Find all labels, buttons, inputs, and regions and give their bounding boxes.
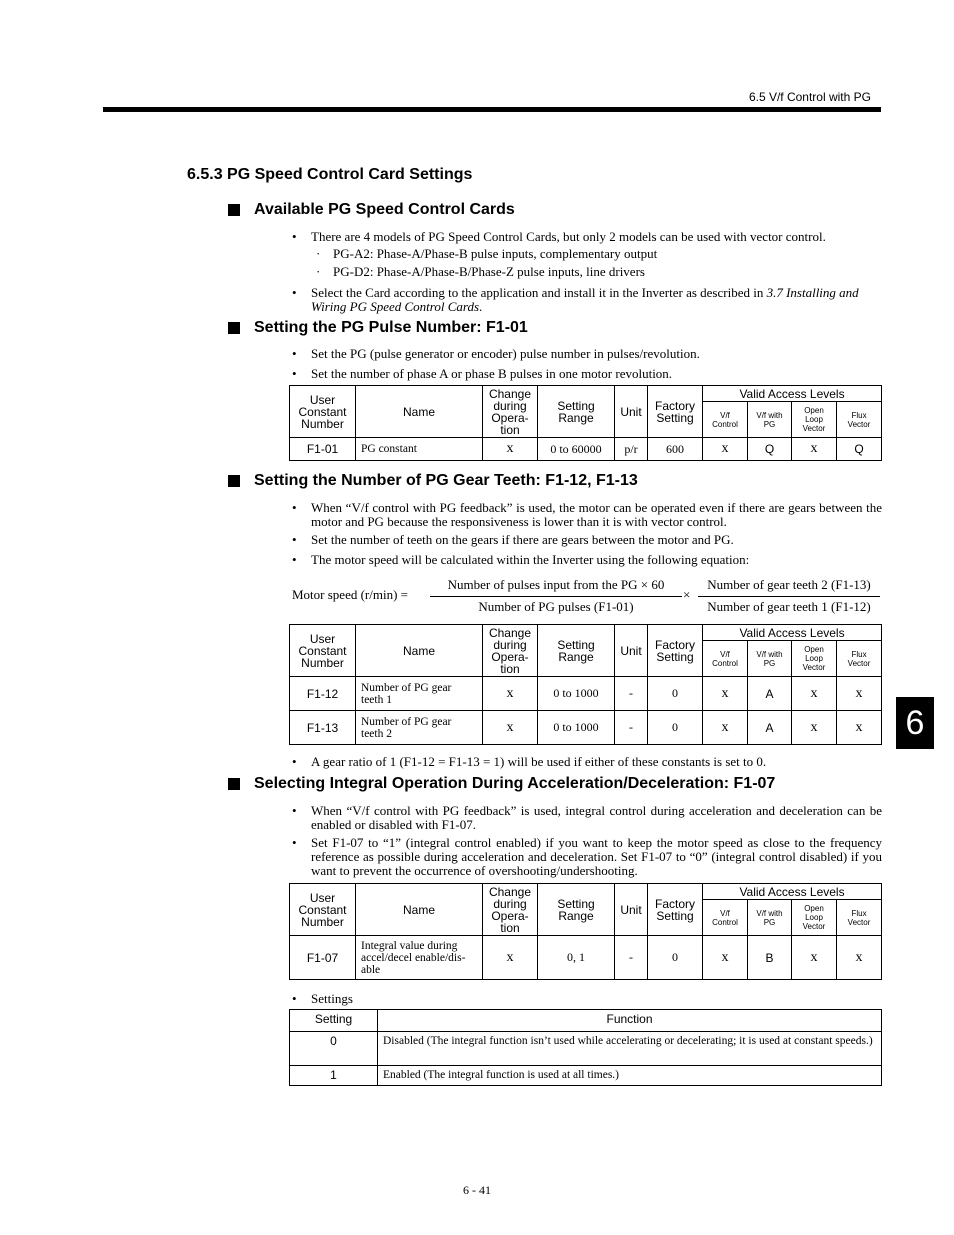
bullet-item (292, 347, 882, 361)
bullet-icon: • (292, 346, 297, 361)
header-flux-vector: Flux Vector (837, 900, 882, 936)
sub-bullet-text: PG-D2: Phase-A/Phase-B/Phase-Z pulse inputs, line drivers (333, 264, 645, 279)
header-change: Change during Opera- tion (483, 386, 538, 438)
header-setting-range: Setting Range (538, 386, 615, 438)
cell-number: F1-01 (290, 438, 356, 461)
bullet-icon: • (292, 500, 297, 515)
cell-factory: 600 (648, 438, 703, 461)
cell-name: Number of PG gear teeth 2 (356, 711, 483, 745)
cell-function: Enabled (The integral function is used at all times.) (378, 1066, 882, 1086)
cell-range: 0 to 60000 (538, 438, 615, 461)
fraction-bar (698, 596, 880, 597)
bullet-icon: • (292, 285, 297, 300)
equation-lhs: Motor speed (r/min) = (292, 587, 409, 602)
header-setting: Setting (290, 1010, 378, 1032)
header-user-constant: User Constant Number (290, 386, 356, 438)
header-open-loop-vector: Open Loop Vector (792, 402, 837, 438)
sub-bullet-icon: · (316, 246, 321, 261)
cell-vfpg: A (748, 711, 792, 745)
sub-bullet-item (316, 247, 657, 261)
cell-vf: x (703, 438, 748, 461)
cell-number: F1-12 (290, 677, 356, 711)
cell-range: 0 to 1000 (538, 711, 615, 745)
constant-table-f1-07 (289, 883, 882, 980)
cell-name: PG constant (356, 438, 483, 461)
bullet-text: Set the PG (pulse generator or encoder) pulse number in pulses/revolution. (311, 346, 700, 361)
header-change: Change during Opera- tion (483, 884, 538, 936)
header-user-constant: User Constant Number (290, 625, 356, 677)
cell-range: 0, 1 (538, 936, 615, 980)
cell-change: x (483, 677, 538, 711)
bullet-text: When “V/f control with PG feedback” is used, the motor can be operated even if there are gears between the motor and PG because the responsiveness is lower than it is with vector control. (311, 500, 882, 529)
cell-number: F1-13 (290, 711, 356, 745)
equation-denominator: Number of gear teeth 1 (F1-12) (707, 599, 871, 614)
cell-olv: x (792, 677, 837, 711)
bullet-item (292, 804, 882, 832)
header-factory-setting: Factory Setting (648, 386, 703, 438)
cell-vf: x (703, 711, 748, 745)
bullet-text: Settings (311, 991, 353, 1006)
equation-numerator: Number of gear teeth 2 (F1-13) (707, 577, 871, 592)
header-name: Name (356, 386, 483, 438)
settings-table (289, 1009, 882, 1086)
header-unit: Unit (615, 884, 648, 936)
bullet-text: Set the number of teeth on the gears if there are gears between the motor and PG. (311, 532, 734, 547)
bullet-item (292, 836, 882, 878)
header-vf-with-pg: V/f with PG (748, 900, 792, 936)
bullet-item (292, 286, 882, 314)
header-factory-setting: Factory Setting (648, 884, 703, 936)
bullet-text-part: . (479, 299, 483, 314)
header-vf-control: V/f Control (703, 641, 748, 677)
page-number: 6 - 41 (463, 1183, 491, 1197)
header-user-constant: User Constant Number (290, 884, 356, 936)
bullet-icon: • (292, 532, 297, 547)
table-row (290, 677, 882, 711)
equation-denominator: Number of PG pulses (F1-01) (478, 599, 634, 614)
table-row (290, 711, 882, 745)
header-vf-with-pg: V/f with PG (748, 402, 792, 438)
sub-bullet-icon: · (316, 264, 321, 279)
bullet-text: When “V/f control with PG feedback” is used, integral control during acceleration and deceleration can be enabled or disabled with F1-07. (311, 803, 882, 832)
cell-olv: x (792, 438, 837, 461)
equation-fraction-2 (698, 577, 880, 615)
heading-text: Setting the Number of PG Gear Teeth: F1-12, F1-13 (254, 472, 638, 489)
header-vf-with-pg: V/f with PG (748, 641, 792, 677)
cell-factory: 0 (648, 936, 703, 980)
heading-pulse-number (228, 319, 528, 337)
table-row (290, 438, 882, 461)
heading-text: Setting the PG Pulse Number: F1-01 (254, 319, 528, 336)
equation-times: × (683, 587, 691, 602)
cell-flux: Q (837, 438, 882, 461)
header-setting-range: Setting Range (538, 884, 615, 936)
bullet-item (292, 992, 882, 1006)
table-row (290, 936, 882, 980)
table-row (290, 1032, 882, 1066)
cell-olv: x (792, 711, 837, 745)
header-valid-access-levels: Valid Access Levels (703, 386, 882, 402)
bullet-item (292, 230, 882, 244)
bullet-item (292, 533, 882, 547)
constant-table-f1-12-f1-13 (289, 624, 882, 745)
cell-unit: - (615, 711, 648, 745)
equation-fraction-1 (430, 577, 682, 615)
cell-flux: x (837, 677, 882, 711)
bullet-item (292, 501, 882, 529)
motor-speed-equation (292, 577, 892, 613)
header-factory-setting: Factory Setting (648, 625, 703, 677)
cell-flux: x (837, 711, 882, 745)
header-vf-control: V/f Control (703, 402, 748, 438)
bullet-icon: • (292, 803, 297, 818)
bullet-icon: • (292, 552, 297, 567)
header-open-loop-vector: Open Loop Vector (792, 900, 837, 936)
heading-text: Available PG Speed Control Cards (254, 201, 515, 218)
header-flux-vector: Flux Vector (837, 641, 882, 677)
header-vf-control: V/f Control (703, 900, 748, 936)
heading-gear-teeth (228, 472, 638, 490)
header-setting-range: Setting Range (538, 625, 615, 677)
heading-square-icon (228, 322, 240, 334)
cell-vf: x (703, 936, 748, 980)
cell-vf: x (703, 677, 748, 711)
header-name: Name (356, 884, 483, 936)
cell-change: x (483, 438, 538, 461)
bullet-text (311, 286, 882, 314)
cell-vfpg: B (748, 936, 792, 980)
bullet-icon: • (292, 229, 297, 244)
chapter-tab: 6 (896, 697, 934, 749)
heading-square-icon (228, 475, 240, 487)
cell-unit: p/r (615, 438, 648, 461)
bullet-text: There are 4 models of PG Speed Control Cards, but only 2 models can be used with vector control. (311, 229, 826, 244)
heading-available-cards (228, 201, 515, 219)
bullet-text: A gear ratio of 1 (F1-12 = F1-13 = 1) will be used if either of these constants is set to 0. (311, 754, 767, 769)
bullet-icon: • (292, 754, 297, 769)
cell-flux: x (837, 936, 882, 980)
cell-change: x (483, 936, 538, 980)
bullet-icon: • (292, 991, 297, 1006)
table-row (290, 1066, 882, 1086)
heading-text: Selecting Integral Operation During Acceleration/Deceleration: F1-07 (254, 775, 776, 792)
header-unit: Unit (615, 625, 648, 677)
cell-number: F1-07 (290, 936, 356, 980)
cell-vfpg: A (748, 677, 792, 711)
header-function: Function (378, 1010, 882, 1032)
bullet-text: Set F1-07 to “1” (integral control enabled) if you want to keep the motor speed as close to the frequency reference as possible during acceleration and deceleration. Set F1-07 to “0” (integral control disabled) if you want to prevent the occurrence of overshooting/undershooting. (311, 835, 882, 878)
header-open-loop-vector: Open Loop Vector (792, 641, 837, 677)
cell-range: 0 to 1000 (538, 677, 615, 711)
bullet-icon: • (292, 835, 297, 850)
running-header: 6.5 V/f Control with PG (748, 90, 871, 104)
cell-name: Number of PG gear teeth 1 (356, 677, 483, 711)
bullet-text: The motor speed will be calculated within the Inverter using the following equation: (311, 552, 750, 567)
bullet-item (292, 367, 882, 381)
bullet-icon: • (292, 366, 297, 381)
bullet-text-part: Select the Card according to the application and install it in the Inverter as described in (311, 285, 767, 300)
bullet-text: Set the number of phase A or phase B pulses in one motor revolution. (311, 366, 673, 381)
header-change: Change during Opera- tion (483, 625, 538, 677)
header-name: Name (356, 625, 483, 677)
cell-change: x (483, 711, 538, 745)
section-title: 6.5.3 PG Speed Control Card Settings (187, 166, 473, 183)
sub-bullet-item (316, 265, 645, 279)
header-valid-access-levels: Valid Access Levels (703, 884, 882, 900)
constant-table-f1-01 (289, 385, 882, 461)
cell-factory: 0 (648, 677, 703, 711)
heading-square-icon (228, 778, 240, 790)
cell-setting: 0 (290, 1032, 378, 1066)
header-flux-vector: Flux Vector (837, 402, 882, 438)
cell-olv: x (792, 936, 837, 980)
cell-unit: - (615, 677, 648, 711)
header-valid-access-levels: Valid Access Levels (703, 625, 882, 641)
bullet-item (292, 755, 882, 769)
heading-square-icon (228, 204, 240, 216)
section-reference-link[interactable]: 3.7 Installing and Wiring PG Speed Control Cards (311, 285, 859, 314)
header-unit: Unit (615, 386, 648, 438)
heading-integral-operation (228, 775, 775, 793)
sub-bullet-text: PG-A2: Phase-A/Phase-B pulse inputs, complementary output (333, 246, 658, 261)
cell-factory: 0 (648, 711, 703, 745)
equation-numerator: Number of pulses input from the PG × 60 (447, 577, 665, 592)
cell-setting: 1 (290, 1066, 378, 1086)
cell-unit: - (615, 936, 648, 980)
cell-name: Integral value during accel/decel enable/dis- able (356, 936, 483, 980)
cell-function: Disabled (The integral function isn’t used while accelerating or decelerating; it is used at constant speeds.) (378, 1032, 882, 1066)
bullet-item (292, 553, 882, 567)
cell-vfpg: Q (748, 438, 792, 461)
header-rule (103, 107, 881, 112)
fraction-bar (430, 596, 682, 597)
